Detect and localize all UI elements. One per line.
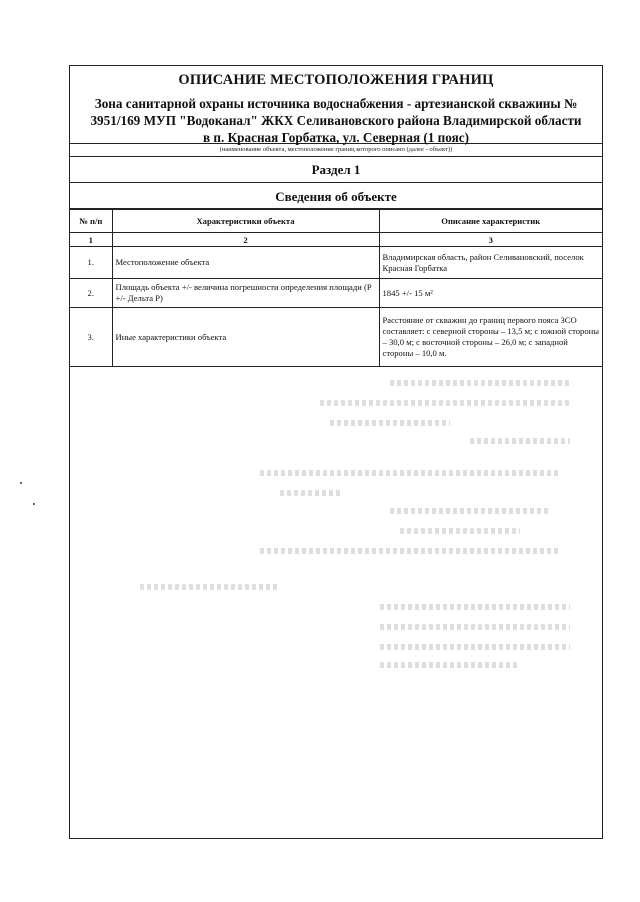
row-number: 2. [70,279,112,308]
subject-line: Зона санитарной охраны источника водоснабжения - артезианской скважины № [94,96,578,111]
row-description: Владимирская область, район Селивановский, поселок Красная Горбатка [379,247,602,279]
row-description: 1845 +/- 15 м² [379,279,602,308]
title-block [70,66,602,144]
header-cell: Описание характеристик [379,210,602,233]
scan-speck [33,503,35,505]
section-title: Раздел 1 [70,157,602,183]
subject-line: в п. Красная Горбатка, ул. Северная (1 пояс) [203,130,469,145]
header-cell: Характеристики объекта [112,210,379,233]
object-info-table [70,209,602,367]
object-caption: (наименование объекта, местоположение границ которого описано (далее - объект)) [70,144,602,157]
row-characteristic: Иные характеристики объекта [112,308,379,367]
table-row [70,308,602,367]
column-number: 1 [70,233,112,247]
column-number-row [70,233,602,247]
header-cell: № п/п [70,210,112,233]
table-row [70,279,602,308]
row-number: 3. [70,308,112,367]
document-title: ОПИСАНИЕ МЕСТОПОЛОЖЕНИЯ ГРАНИЦ [178,72,494,88]
info-heading: Сведения об объекте [70,183,602,209]
scan-speck [20,482,22,484]
table-header-row [70,210,602,233]
document-frame [69,65,603,839]
document-subject [70,95,602,146]
row-characteristic: Местоположение объекта [112,247,379,279]
row-description: Расстояние от скважин до границ первого пояса ЗСО составляет: с северной стороны – 13,5 м; с южной стороны – 30,0 м; с восточной стороны – 26,0 м; с западной стороны – 10,0 м. [379,308,602,367]
row-characteristic: Площадь объекта +/- величина погрешности определения площади (Р +/- Дельта Р) [112,279,379,308]
column-number: 2 [112,233,379,247]
table-row [70,247,602,279]
column-number: 3 [379,233,602,247]
subject-line: 3951/169 МУП "Водоканал" ЖКХ Селивановского района Владимирской области [90,113,582,128]
row-number: 1. [70,247,112,279]
